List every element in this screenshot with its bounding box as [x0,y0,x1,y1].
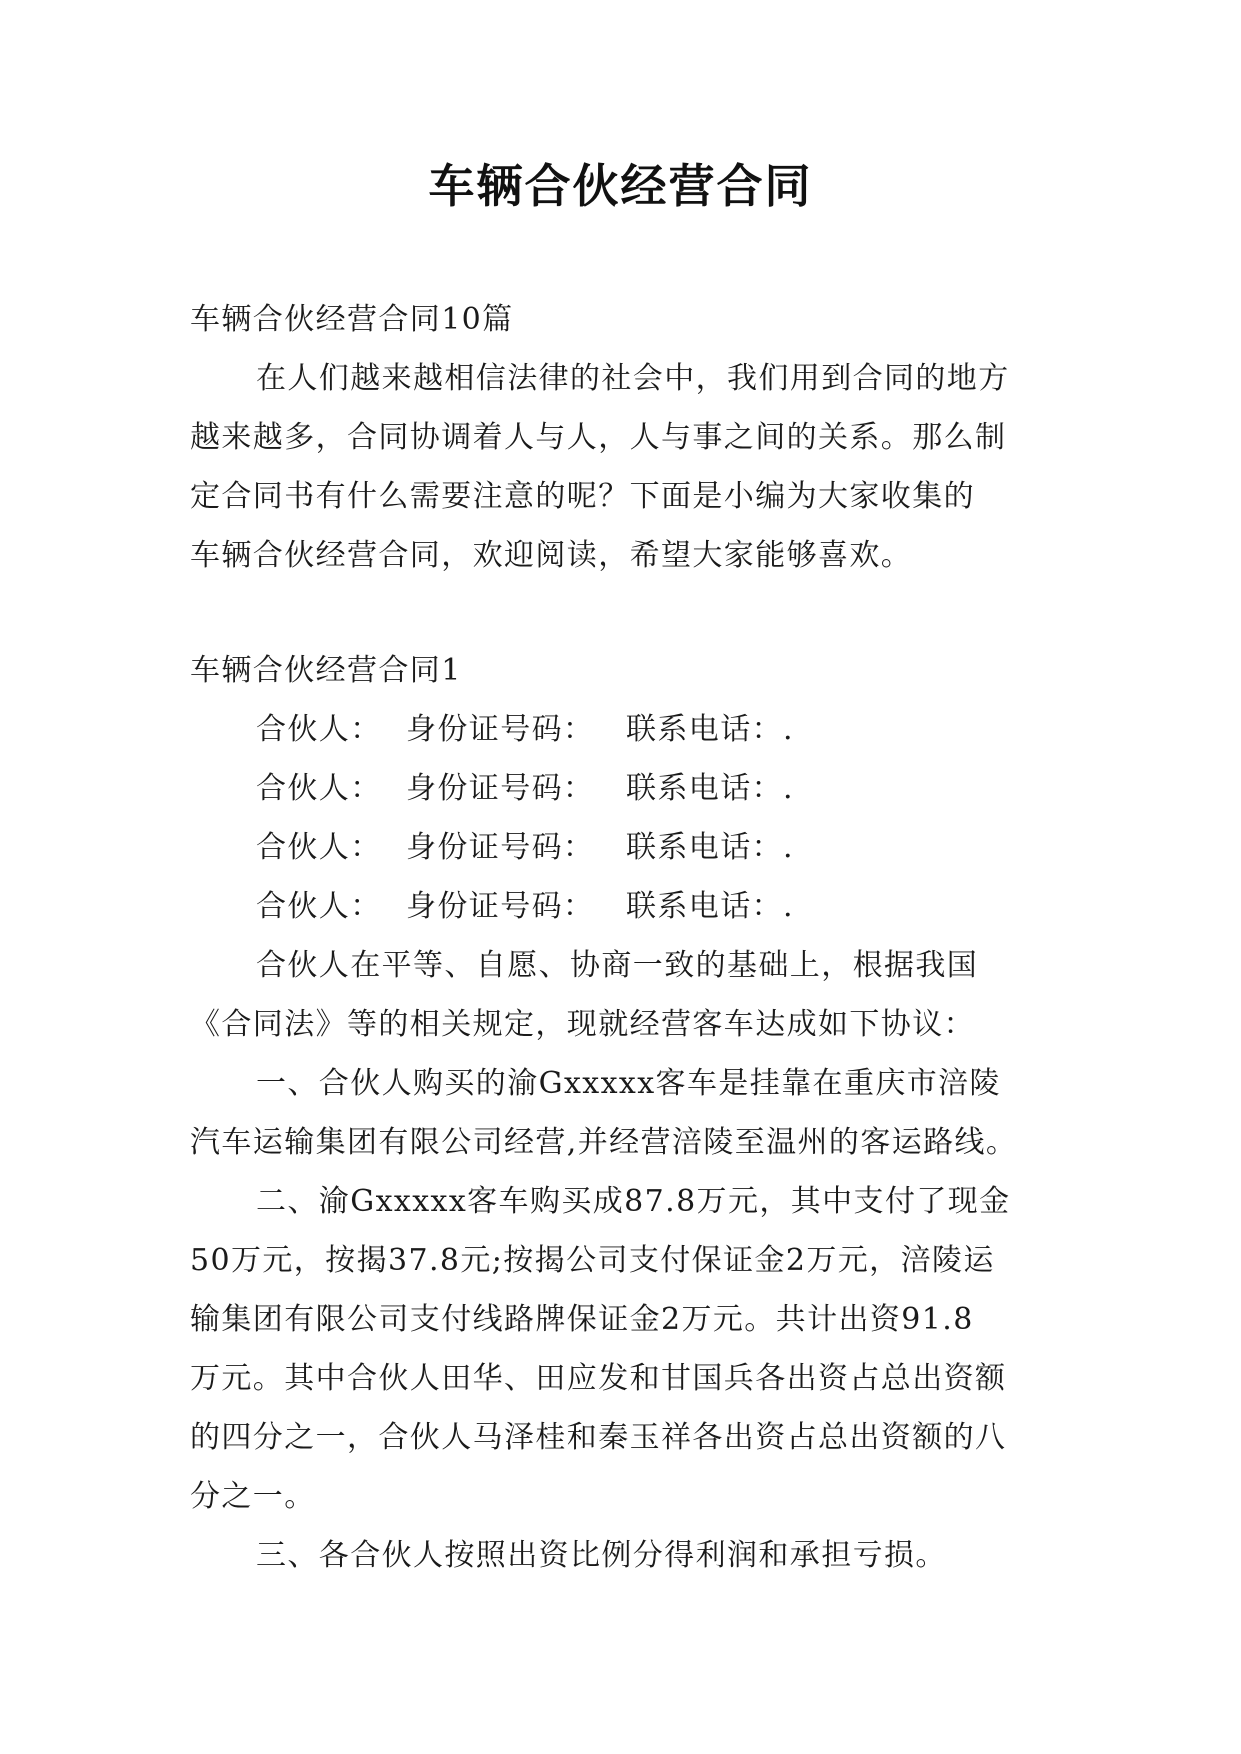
body-line: 分之一。 [190,1479,316,1514]
party-row [190,877,1060,936]
partner-label: 合伙人： [256,771,382,806]
phone-label: 联系电话：. [626,771,794,806]
body-line: 汽车运输集团有限公司经营,并经营涪陵至温州的客运路线。 [190,1125,1018,1160]
partner-label: 合伙人： [256,830,382,865]
body-line: 50万元，按揭37.8元;按揭公司支付保证金2万元，涪陵运 [190,1243,995,1278]
id-number-label: 身份证号码： [406,830,595,865]
id-number-label: 身份证号码： [406,712,595,747]
body-line: 三、各合伙人按照出资比例分得利润和承担亏损。 [256,1538,947,1573]
partner-label: 合伙人： [256,889,382,924]
body-line: 万元。其中合伙人田华、田应发和甘国兵各出资占总出资额 [190,1361,1007,1396]
paragraph-gap [190,585,1060,641]
intro-line: 车辆合伙经营合同，欢迎阅读，希望大家能够喜欢。 [190,538,913,573]
body-line: 一、合伙人购买的渝Gxxxxx客车是挂靠在重庆市涪陵 [256,1066,1001,1101]
intro-line: 越来越多，合同协调着人与人，人与事之间的关系。那么制 [190,420,1007,455]
section-heading: 车辆合伙经营合同1 [190,653,462,688]
document-body [190,290,1060,1585]
partner-label: 合伙人： [256,712,382,747]
party-row [190,759,1060,818]
id-number-label: 身份证号码： [406,771,595,806]
body-line: 的四分之一，合伙人马泽桂和秦玉祥各出资占总出资额的八 [190,1420,1007,1455]
body-line: 二、渝Gxxxxx客车购买成87.8万元，其中支付了现金 [256,1184,1011,1219]
body-line: 输集团有限公司支付线路牌保证金2万元。共计出资91.8 [190,1302,974,1337]
party-row [190,818,1060,877]
phone-label: 联系电话：. [626,830,794,865]
phone-label: 联系电话：. [626,889,794,924]
body-line: 《合同法》等的相关规定，现就经营客车达成如下协议： [190,1007,975,1042]
id-number-label: 身份证号码： [406,889,595,924]
intro-line: 定合同书有什么需要注意的呢？下面是小编为大家收集的 [190,479,975,514]
body-line: 合伙人在平等、自愿、协商一致的基础上，根据我国 [256,948,979,983]
phone-label: 联系电话：. [626,712,794,747]
document-title: 车辆合伙经营合同 [428,159,813,213]
subtitle: 车辆合伙经营合同10篇 [190,302,514,337]
party-row [190,700,1060,759]
intro-line: 在人们越来越相信法律的社会中，我们用到合同的地方 [256,361,1010,396]
